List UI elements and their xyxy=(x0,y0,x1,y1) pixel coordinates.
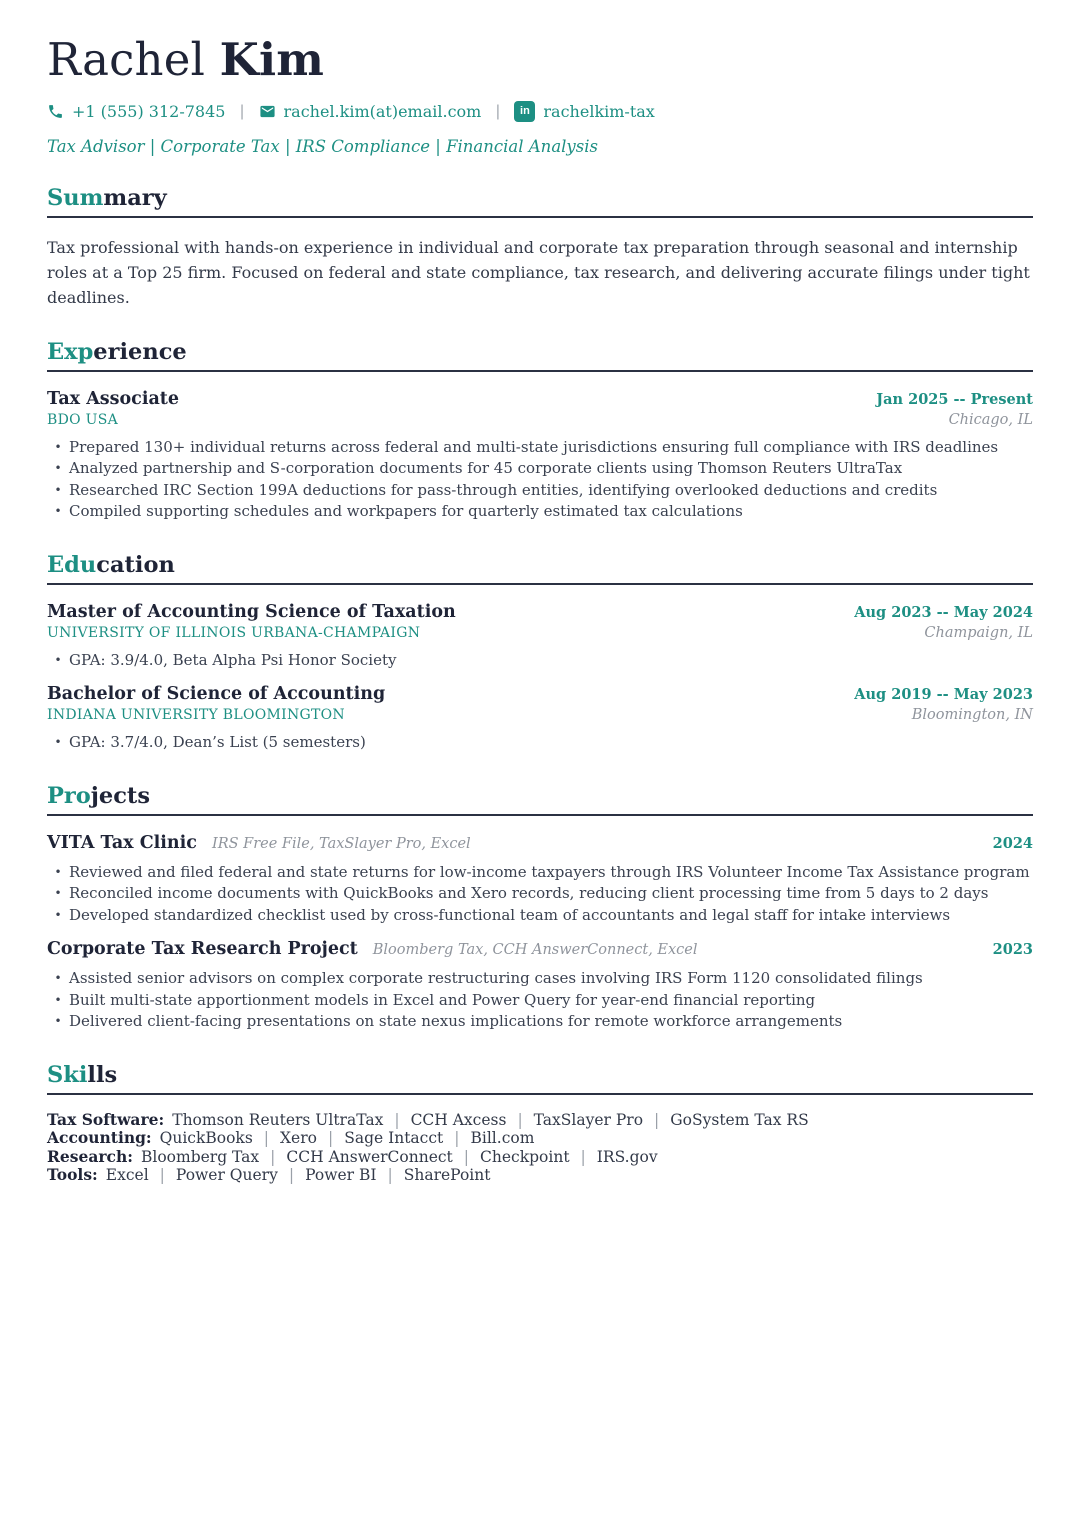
experience-heading-accent: Exp xyxy=(47,338,94,365)
bullet-list xyxy=(47,650,1033,672)
email-item[interactable] xyxy=(259,102,482,121)
bullet-item xyxy=(47,480,1033,502)
education-location: Bloomington, IN xyxy=(911,707,1033,724)
email-address: rachel.kim(at)email.com xyxy=(283,101,482,121)
phone-item xyxy=(47,102,225,121)
bullet-text: Assisted senior advisors on complex corporate restructuring cases involving IRS Form 1120 consolidated filings xyxy=(69,969,923,988)
education-heading-accent: Edu xyxy=(47,551,97,578)
bullet-dot: • xyxy=(54,992,62,1007)
bullet-dot: • xyxy=(54,971,62,986)
summary-heading-rest: mary xyxy=(103,184,167,211)
skill-item: Xero xyxy=(280,1129,317,1148)
entry-head xyxy=(47,389,1033,409)
bullet-list xyxy=(47,437,1033,523)
education-title: Bachelor of Science of Accounting xyxy=(47,684,386,705)
bullet-text: Researched IRC Section 199A deductions for pass-through entities, identifying overlooked deductions and credits xyxy=(69,480,938,499)
first-name: Rachel xyxy=(47,33,206,86)
skill-separator: | xyxy=(387,1166,393,1185)
project-title: Corporate Tax Research Project xyxy=(47,939,358,960)
summary-heading xyxy=(47,185,1033,218)
bullet-dot: • xyxy=(54,886,62,901)
bullet-item xyxy=(47,862,1033,884)
skill-separator: | xyxy=(270,1147,276,1166)
skill-item: CCH AnswerConnect xyxy=(286,1147,453,1166)
project-entry xyxy=(47,833,1033,927)
project-tools: Bloomberg Tax, CCH AnswerConnect, Excel xyxy=(372,942,698,959)
bullet-dot: • xyxy=(54,461,62,476)
education-location: Champaign, IL xyxy=(924,624,1033,641)
skill-item: SharePoint xyxy=(403,1166,491,1185)
section-skills xyxy=(47,1062,1033,1185)
linkedin-handle: rachelkim-tax xyxy=(543,101,655,121)
education-heading-rest: cation xyxy=(96,551,175,578)
phone-number: +1 (555) 312-7845 xyxy=(72,101,226,121)
entry-subhead xyxy=(47,412,1033,428)
experience-heading-rest: erience xyxy=(93,338,187,365)
bullet-list xyxy=(47,862,1033,927)
project-tools: IRS Free File, TaxSlayer Pro, Excel xyxy=(211,835,471,852)
skill-separator: | xyxy=(288,1166,295,1185)
skills-heading xyxy=(47,1062,1033,1095)
skills-rows xyxy=(47,1095,1033,1185)
bullet-item xyxy=(47,1011,1033,1033)
projects-heading-accent: Pro xyxy=(47,782,91,809)
experience-organization: BDO USA xyxy=(47,411,119,428)
bullet-dot: • xyxy=(54,907,62,922)
bullet-item xyxy=(47,883,1033,905)
skill-item: Thomson Reuters UltraTax xyxy=(172,1110,384,1129)
bullet-list xyxy=(47,968,1033,1033)
experience-location: Chicago, IL xyxy=(948,411,1033,428)
skill-item: Bill.com xyxy=(470,1129,535,1148)
bullet-item xyxy=(47,905,1033,927)
skill-item: Sage Intacct xyxy=(344,1129,444,1148)
experience-heading xyxy=(47,339,1033,372)
page-title xyxy=(47,34,1033,86)
project-head xyxy=(47,939,1033,959)
bullet-dot: • xyxy=(54,652,62,667)
skill-separator: | xyxy=(159,1166,165,1185)
bullet-text: GPA: 3.7/4.0, Dean’s List (5 semesters) xyxy=(69,733,366,752)
contact-separator: | xyxy=(495,102,501,121)
education-entry xyxy=(47,684,1033,754)
bullet-text: Compiled supporting schedules and workpapers for quarterly estimated tax calculations xyxy=(69,502,743,521)
summary-heading-accent: Sum xyxy=(47,184,104,211)
skill-separator: | xyxy=(327,1129,334,1148)
skill-separator: | xyxy=(517,1110,523,1129)
skill-item: GoSystem Tax RS xyxy=(670,1110,809,1129)
bullet-text: Developed standardized checklist used by cross-functional team of accountants and legal staff for intake interviews xyxy=(69,905,951,924)
section-summary xyxy=(47,185,1033,310)
resume-header xyxy=(47,34,1033,156)
bullet-item xyxy=(47,990,1033,1012)
entry-head xyxy=(47,684,1033,704)
bullet-text: GPA: 3.9/4.0, Beta Alpha Psi Honor Society xyxy=(69,650,397,669)
skill-row xyxy=(47,1111,1033,1130)
summary-text: Tax professional with hands-on experience in individual and corporate tax preparation through seasonal and internship roles at a Top 25 firm. Focused on federal and state compliance, tax research, and delivering accurate filings under tight deadlines. xyxy=(47,237,1030,307)
skill-item: Bloomberg Tax xyxy=(140,1147,260,1166)
entry-subhead xyxy=(47,707,1033,723)
project-entries xyxy=(47,816,1033,1033)
mail-icon xyxy=(259,103,276,120)
skill-separator: | xyxy=(394,1110,400,1129)
skill-category-label: Tools: xyxy=(47,1165,98,1185)
experience-entries xyxy=(47,372,1033,523)
contact-row xyxy=(47,101,1033,122)
education-organization: UNIVERSITY OF ILLINOIS URBANA-CHAMPAIGN xyxy=(47,624,421,641)
skill-row xyxy=(47,1166,1033,1185)
experience-dates: Jan 2025 -- Present xyxy=(876,390,1033,408)
phone-icon xyxy=(47,103,64,120)
linkedin-item[interactable] xyxy=(514,101,654,122)
last-name: Kim xyxy=(219,33,325,86)
section-experience xyxy=(47,339,1033,523)
skill-item: Power Query xyxy=(175,1166,278,1185)
skill-item: CCH Axcess xyxy=(410,1110,507,1129)
skill-category-label: Tax Software: xyxy=(47,1109,165,1129)
project-year: 2023 xyxy=(992,941,1033,959)
project-entry xyxy=(47,939,1033,1033)
skill-item: QuickBooks xyxy=(159,1129,253,1148)
skill-separator: | xyxy=(580,1147,586,1166)
bullet-dot: • xyxy=(54,482,62,497)
bullet-text: Analyzed partnership and S-corporation documents for 45 corporate clients using Thomson Reuters UltraTax xyxy=(69,459,903,478)
experience-title: Tax Associate xyxy=(47,388,180,409)
skill-separator: | xyxy=(463,1147,470,1166)
bullet-item xyxy=(47,732,1033,754)
section-education xyxy=(47,552,1033,754)
projects-heading-rest: jects xyxy=(90,782,150,809)
bullet-dot: • xyxy=(54,864,62,879)
skills-heading-rest: lls xyxy=(87,1061,118,1088)
bullet-text: Prepared 130+ individual returns across federal and multi-state jurisdictions ensuring full compliance with IRS deadlines xyxy=(69,437,999,456)
bullet-item xyxy=(47,437,1033,459)
skill-item: Checkpoint xyxy=(480,1147,570,1166)
education-dates: Aug 2023 -- May 2024 xyxy=(854,603,1033,621)
skills-heading-accent: Ski xyxy=(47,1061,88,1088)
bullet-dot: • xyxy=(54,1014,62,1029)
bullet-text: Delivered client-facing presentations on state nexus implications for remote workforce arrangements xyxy=(69,1012,843,1031)
education-heading xyxy=(47,552,1033,585)
education-entry xyxy=(47,602,1033,672)
project-title: VITA Tax Clinic xyxy=(47,832,197,853)
bullet-item xyxy=(47,968,1033,990)
skill-separator: | xyxy=(454,1129,460,1148)
projects-heading xyxy=(47,783,1033,816)
bullet-list xyxy=(47,732,1033,754)
bullet-dot: • xyxy=(54,439,62,454)
education-entries xyxy=(47,585,1033,754)
experience-entry xyxy=(47,389,1033,523)
entry-subhead xyxy=(47,625,1033,641)
bullet-dot: • xyxy=(54,504,62,519)
bullet-text: Reviewed and filed federal and state returns for low-income taxpayers through IRS Volunteer Income Tax Assistance program xyxy=(69,862,1030,881)
skill-separator: | xyxy=(654,1110,660,1129)
education-organization: INDIANA UNIVERSITY BLOOMINGTON xyxy=(47,707,345,724)
bullet-text: Built multi-state apportionment models in Excel and Power Query for year-end financial reporting xyxy=(69,990,816,1009)
education-title: Master of Accounting Science of Taxation xyxy=(47,601,456,622)
entry-head xyxy=(47,602,1033,622)
contact-separator: | xyxy=(239,102,245,121)
skill-row xyxy=(47,1129,1033,1148)
skill-row xyxy=(47,1148,1033,1167)
bullet-item xyxy=(47,458,1033,480)
project-head xyxy=(47,833,1033,853)
bullet-text: Reconciled income documents with QuickBooks and Xero records, reducing client processing time from 5 days to 2 days xyxy=(69,884,989,903)
education-dates: Aug 2019 -- May 2023 xyxy=(854,686,1033,704)
section-projects xyxy=(47,783,1033,1033)
skill-separator: | xyxy=(263,1129,270,1148)
skill-item: IRS.gov xyxy=(596,1147,658,1166)
skill-category-label: Accounting: xyxy=(47,1128,152,1148)
skill-item: Excel xyxy=(105,1166,149,1185)
skill-item: TaxSlayer Pro xyxy=(533,1110,644,1129)
bullet-item xyxy=(47,501,1033,523)
project-year: 2024 xyxy=(992,834,1033,852)
bullet-dot: • xyxy=(54,735,62,750)
tagline: Tax Advisor | Corporate Tax | IRS Compliance | Financial Analysis xyxy=(47,136,598,156)
bullet-item xyxy=(47,650,1033,672)
linkedin-icon: in xyxy=(514,101,535,122)
skill-item: Power BI xyxy=(305,1166,377,1185)
skill-category-label: Research: xyxy=(47,1146,133,1166)
